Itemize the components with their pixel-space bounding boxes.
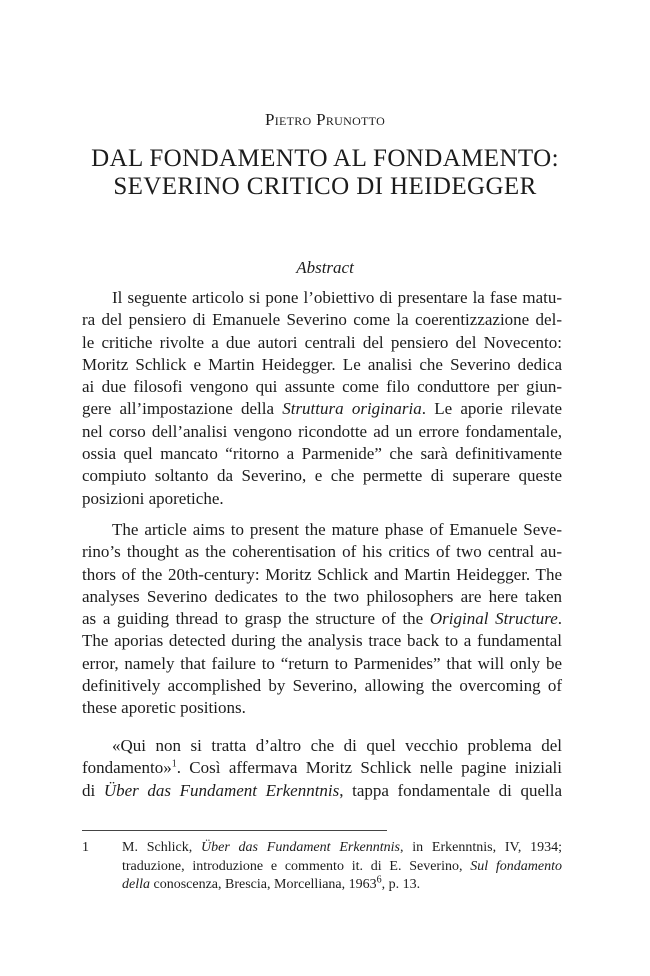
book-title-italic: Sul fondamento <box>470 858 563 874</box>
text-line <box>82 398 562 420</box>
text-line: ai due filosofi vengono qui assunte come filo conduttore per giun- <box>82 377 562 397</box>
text-line: error, namely that failure to “return to Parmenides” that will only be <box>82 653 562 673</box>
abstract-english <box>82 519 562 720</box>
text-line: ra del pensiero di Emanuele Severino come la coerentizzazione del- <box>82 310 562 330</box>
text-segment: . Le aporie rilevate <box>421 399 562 419</box>
text-segment: , tappa fondamentale di quella <box>339 780 562 800</box>
text-line <box>82 780 562 802</box>
abstract-heading: Abstract <box>296 258 354 277</box>
footnote-line <box>122 876 562 895</box>
text-segment: conoscenza, Brescia, Morcelliana, 1963 <box>150 877 377 892</box>
text-line: «Qui non si tratta d’altro che di quel vecchio problema del <box>112 736 562 755</box>
footnote-separator <box>82 830 387 831</box>
book-title-italic: Über das Fundament Erkenntnis <box>201 840 400 855</box>
text-line: compiuto soltanto da Severino, e che permette di superare queste <box>82 466 562 486</box>
text-line: ossia quel mancato “ritorno a Parmenide” che sarà definitivamente <box>82 444 562 464</box>
footnote-number: 1 <box>82 840 89 855</box>
text-segment: gere all’impostazione della <box>82 399 283 419</box>
author-name <box>0 110 650 130</box>
text-segment: . <box>557 609 562 629</box>
text-segment: as a guiding thread to grasp the structure of the <box>82 609 430 629</box>
text-line <box>82 757 562 779</box>
book-title-italic: Über das Fundament Erkenntnis <box>103 780 340 800</box>
text-segment: fondamento» <box>82 758 172 778</box>
text-line <box>82 608 562 630</box>
footnote-line <box>122 839 562 858</box>
book-title-italic: della <box>122 877 150 892</box>
footnote-text <box>122 839 562 895</box>
text-line: analyses Severino dedicates to the two philosophers are here taken <box>82 586 562 606</box>
book-title-italic: Struttura originaria <box>282 399 422 419</box>
author-last-name: Prunotto <box>316 110 386 129</box>
text-line: rino’s thought as the coherentisation of his critics of two central au- <box>82 542 562 562</box>
title-line-2: SEVERINO CRITICO DI HEIDEGGER <box>113 173 537 200</box>
text-line: The aporias detected during the analysis trace back to a fundamental <box>82 631 562 651</box>
footnote-line <box>122 858 562 877</box>
paper-title <box>0 145 650 201</box>
body-paragraph <box>82 735 562 802</box>
text-segment: , p. 13. <box>381 877 421 892</box>
book-title-italic: Original Structure <box>429 609 558 629</box>
text-line: Il seguente articolo si pone l’obiettivo di presentare la fase matu- <box>112 288 562 307</box>
edition-superscript: 6 <box>376 874 382 886</box>
text-line: le critiche rivolte a due autori centrali del pensiero del Novecento: <box>82 332 562 352</box>
footnote <box>82 839 562 895</box>
text-line: thors of the 20th-century: Moritz Schlick and Martin Heidegger. The <box>82 564 562 584</box>
text-line: posizioni aporetiche. <box>82 488 224 508</box>
abstract-italian <box>82 287 562 510</box>
footnote-ref[interactable]: 1 <box>171 758 177 770</box>
text-segment: . Così affermava Moritz Schlick nelle pagine iniziali <box>176 758 562 778</box>
text-segment: M. Schlick, <box>122 840 201 855</box>
text-line: Moritz Schlick e Martin Heidegger. Le analisi che Severino dedica <box>82 354 562 374</box>
text-line: The article aims to present the mature phase of Emanuele Seve- <box>112 520 562 539</box>
text-segment: di <box>82 780 104 800</box>
text-segment: , in Erkenntnis, IV, 1934; <box>399 840 562 855</box>
text-segment: traduzione, introduzione e commento it. di E. Severino, <box>122 858 471 874</box>
text-line: definitively accomplished by Severino, allowing the overcoming of <box>82 676 562 696</box>
text-line: these aporetic positions. <box>82 698 246 718</box>
author-first-name: Pietro <box>264 110 312 129</box>
title-line-1: DAL FONDAMENTO AL FONDAMENTO: <box>91 145 559 172</box>
text-line: nel corso dell’analisi vengono ricondotte ad un errore fondamentale, <box>82 421 562 441</box>
